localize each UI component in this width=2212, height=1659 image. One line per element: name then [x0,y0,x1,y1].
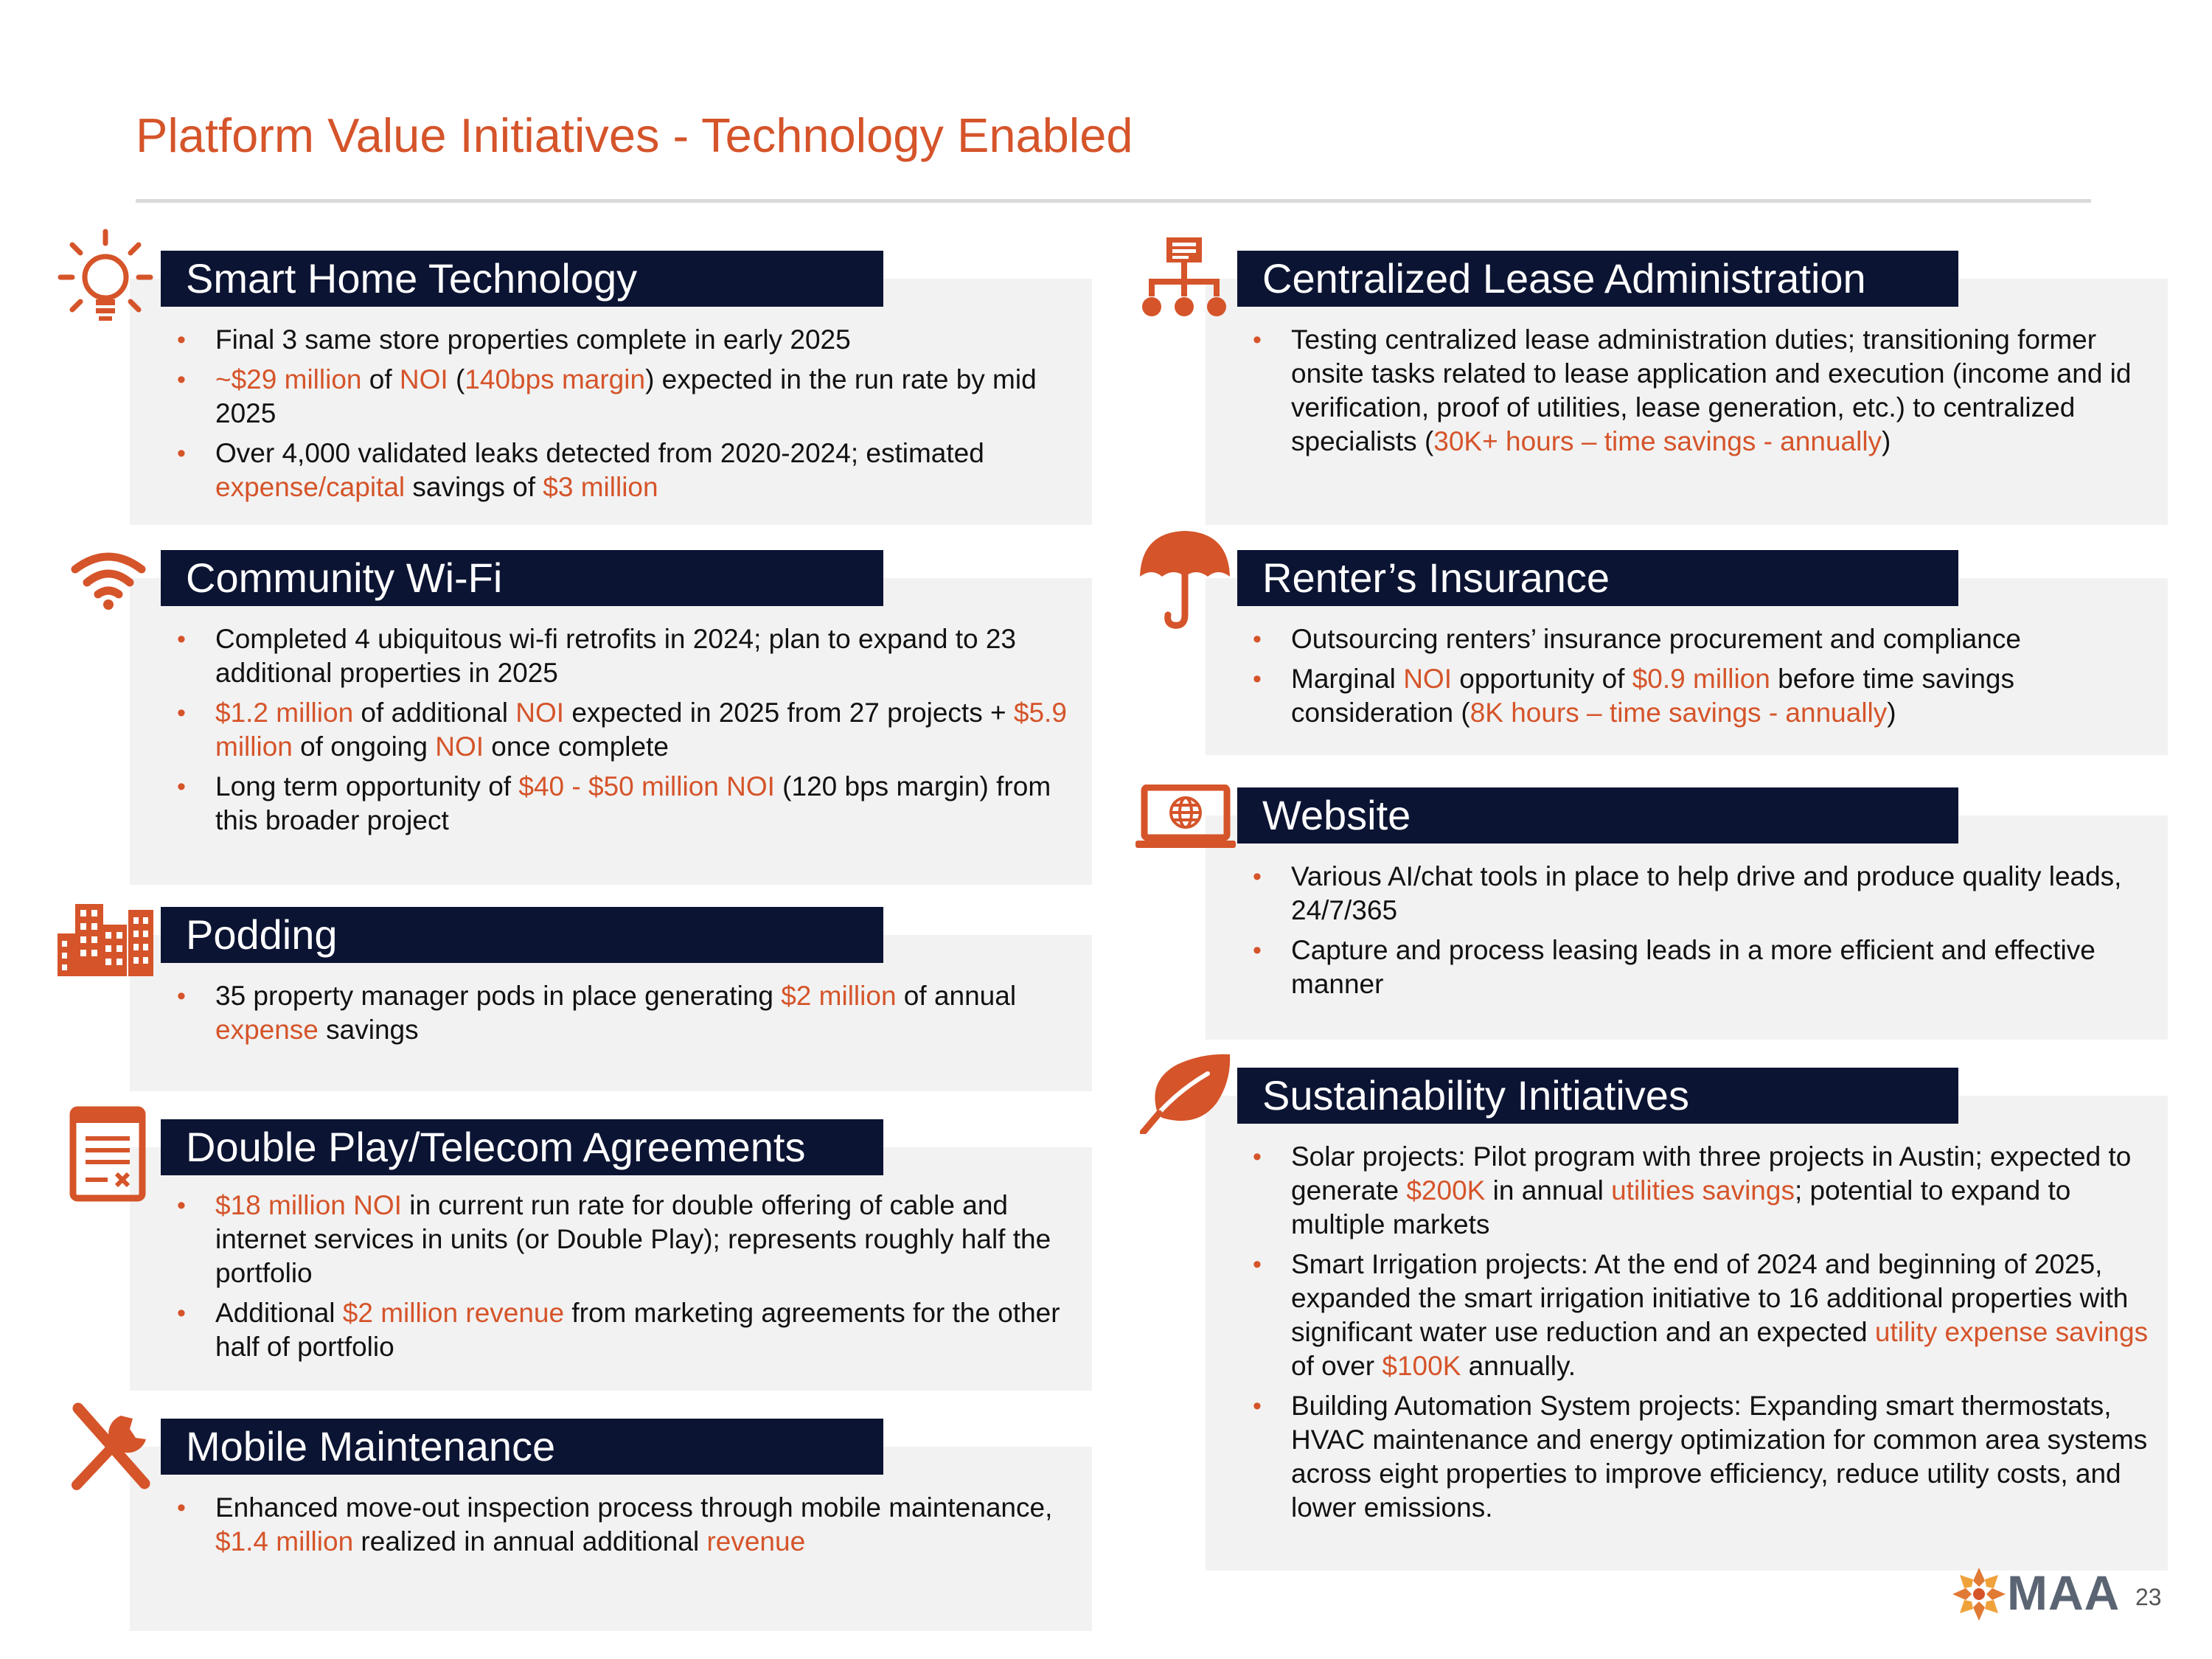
highlighted-text: ~$29 million [215,364,362,394]
bullet-dot: • [1253,936,1262,964]
bullet-text: of annual [896,981,1017,1011]
mobile-maintenance-bullets [171,1491,1071,1565]
bullet-text: Various AI/chat tools in place to help drive and produce quality leads, 24/7/365 [1291,861,2122,925]
website-header: Website [1237,787,1958,844]
bullet-item [171,622,1071,690]
bullet-item [1247,662,2154,730]
highlighted-text: $5.9 million [215,698,1067,762]
bullet-text: Marginal [1291,664,1404,694]
bullet-text: Enhanced move-out inspection process through mobile maintenance, [215,1492,1053,1523]
podding-header: Podding [161,907,883,963]
bullet-dot: • [177,699,186,727]
highlighted-text: $18 million NOI [215,1190,402,1220]
bullet-text: Outsourcing renters’ insurance procurement and compliance [1291,624,2021,654]
highlighted-text: $3 million [543,472,658,502]
leaf-icon [1140,1051,1233,1134]
bullet-text: opportunity of [1451,664,1632,694]
smart-home-bullets [171,323,1071,510]
bullet-item [171,323,1071,357]
highlighted-text: 30K+ hours – time savings - annually [1433,426,1882,456]
highlighted-text: $200K [1406,1175,1486,1206]
umbrella-icon [1137,528,1233,631]
bullet-text: annually. [1461,1351,1576,1381]
bullet-dot: • [177,439,186,467]
bullet-text: in annual [1485,1175,1612,1206]
highlighted-text: NOI [1403,664,1452,694]
highlighted-text: expense [215,1015,319,1045]
bullet-text: Testing centralized lease administration duties; transitioning former onsite tasks related to lease application and execution (income and id verification, proof of utilities, lease generation, etc.) to centralized specialists ( [1291,324,2132,456]
highlighted-text: $2 million [781,981,897,1011]
highlighted-text: $100K [1382,1351,1461,1381]
bullet-text: Smart Irrigation projects: At the end of 2024 and beginning of 2025, expanded the smart irrigation initiative to 16 additional properties with significant water use reduction and an expected [1291,1249,2129,1347]
bullet-dot: • [1253,326,1262,354]
bullet-dot: • [1253,863,1262,891]
bullet-item [171,437,1071,504]
bullet-item [171,1189,1071,1290]
bullet-text: expected in 2025 from 27 projects + [564,698,1014,728]
maa-logo [1952,1562,2121,1628]
highlighted-text: 140bps margin [465,364,646,394]
document-icon [69,1106,146,1202]
website-bullets [1247,860,2154,1007]
org-chart-icon [1140,237,1228,319]
bullet-dot: • [177,773,186,801]
bullet-dot: • [177,1494,186,1522]
maa-logo-mark-icon [1952,1568,2006,1621]
bullet-dot: • [1253,1143,1262,1171]
bullet-text: Completed 4 ubiquitous wi-fi retrofits in 2024; plan to expand to 23 additional properties in 2025 [215,624,1016,688]
bullet-item [171,979,1071,1047]
bullet-text: Building Automation System projects: Expanding smart thermostats, HVAC maintenance and energy optimization for common area systems across eight properties to improve efficiency, reduce utility costs, and lower emissions. [1291,1391,2148,1523]
bullet-text: ( [448,364,465,394]
highlighted-text: $1.2 million [215,698,354,728]
lease-admin-bullets [1247,323,2154,465]
bullet-text: before time savings consideration ( [1291,664,2014,728]
double-play-header: Double Play/Telecom Agreements [161,1119,883,1175]
highlighted-text: 8K hours – time savings - annually [1470,698,1888,728]
bullet-text: Final 3 same store properties complete in early 2025 [215,324,851,355]
page-title: Platform Value Initiatives - Technology Enabled [136,108,1133,162]
bullet-item [171,696,1071,764]
bullet-text: realized in annual additional [353,1526,707,1557]
bullet-text: (120 bps margin) from this broader project [215,771,1051,835]
bullet-dot: • [1253,665,1262,693]
bullet-dot: • [177,1192,186,1220]
highlighted-text: NOI [435,731,484,762]
renters-insurance-bullets [1247,622,2154,736]
wifi-bullets [171,622,1071,844]
bullet-dot: • [177,366,186,394]
sustainability-bullets [1247,1140,2154,1531]
maa-logo-text: MAA [2007,1565,2121,1620]
bullet-dot: • [1253,625,1262,653]
mobile-maintenance-header: Mobile Maintenance [161,1419,883,1475]
highlighted-text: $0.9 million [1632,664,1770,694]
bullet-dot: • [1253,1251,1262,1279]
bullet-text: Over 4,000 validated leaks detected from 2020-2024; estimated [215,438,984,468]
bullet-dot: • [177,326,186,354]
smart-home-header: Smart Home Technology [161,251,883,307]
highlighted-text: $1.4 million [215,1526,354,1557]
bullet-text: Solar projects: Pilot program with three projects in Austin; expected to generate [1291,1141,2132,1206]
bullet-dot: • [177,625,186,653]
bullet-item [171,1491,1071,1559]
highlighted-text: $2 million revenue [342,1298,565,1328]
tools-icon [62,1401,158,1497]
bullet-item [1247,1389,2154,1525]
laptop-globe-icon [1134,785,1237,851]
bullet-dot: • [177,982,186,1010]
bullet-item [1247,860,2154,928]
title-divider [136,199,2091,203]
bullet-text: 35 property manager pods in place generating [215,981,782,1011]
podding-bullets [171,979,1071,1053]
double-play-bullets [171,1189,1071,1370]
bullet-item [171,770,1071,838]
bullet-text: ; potential to expand to multiple markets [1291,1175,2071,1239]
bullet-text: Capture and process leasing leads in a more efficient and effective manner [1291,935,2096,999]
buildings-icon [58,904,153,976]
highlighted-text: utilities savings [1611,1175,1795,1206]
bullet-text: of [361,364,400,394]
bullet-text: ) [1882,426,1891,456]
bullet-item [1247,1248,2154,1383]
bullet-text: Long term opportunity of [215,771,519,801]
bullet-item [1247,933,2154,1001]
sustainability-header: Sustainability Initiatives [1237,1068,1958,1124]
bullet-dot: • [1253,1392,1262,1420]
highlighted-text: $40 - $50 million NOI [518,771,775,801]
bullet-item [171,363,1071,431]
bullet-text: savings of [405,472,543,502]
bullet-dot: • [177,1299,186,1327]
bullet-text: in current run rate for double offering of cable and internet services in units (or Double Play); represents roughly half the portfolio [215,1190,1051,1288]
renters-insurance-header: Renter’s Insurance [1237,550,1958,606]
bullet-text: savings [318,1015,419,1045]
highlighted-text: NOI [399,364,448,394]
bullet-item [171,1296,1071,1364]
lease-admin-header: Centralized Lease Administration [1237,251,1958,307]
highlighted-text: revenue [706,1526,806,1557]
bullet-text: once complete [484,731,669,762]
bullet-text: ) expected in the run rate by mid 2025 [215,364,1037,428]
bullet-text: ) [1887,698,1896,728]
bullet-text: Additional [215,1298,343,1328]
bullet-text: of over [1291,1351,1382,1381]
bullet-text: from marketing agreements for the other half of portfolio [215,1298,1060,1362]
bullet-text: of ongoing [292,731,436,762]
bullet-item [1247,622,2154,656]
bullet-item [1247,1140,2154,1242]
highlighted-text: utility expense savings [1874,1317,2149,1347]
bullet-item [1247,323,2154,459]
bullet-text: of additional [353,698,516,728]
wifi-icon [68,547,149,612]
lightbulb-icon [58,226,153,329]
highlighted-text: NOI [515,698,565,728]
page-number: 23 [2135,1584,2162,1610]
highlighted-text: expense/capital [215,472,406,502]
wifi-header: Community Wi-Fi [161,550,883,606]
